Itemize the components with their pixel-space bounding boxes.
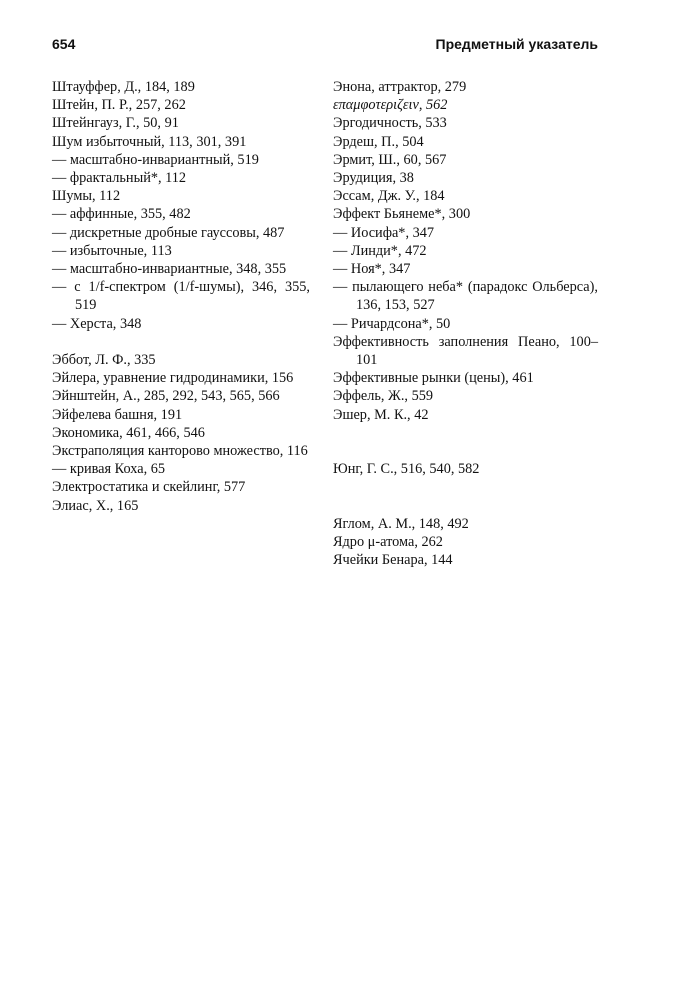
index-entry: Элиас, Х., 165 xyxy=(52,497,139,514)
index-entry: Эйфелева башня, 191 xyxy=(52,406,183,423)
index-entry: Эргодичность, 533 xyxy=(333,115,447,132)
index-entry: Энона, аттрактор, 279 xyxy=(333,79,467,95)
index-entry: Яглом, А. М., 148, 492 xyxy=(333,515,469,532)
index-entry: Штауффер, Д., 184, 189 xyxy=(52,79,195,95)
index-entry: Штейн, П. Р., 257, 262 xyxy=(52,97,186,114)
index-entry: Эрудиция, 38 xyxy=(333,170,414,187)
index-entry: Юнг, Г. С., 516, 540, 582 xyxy=(333,461,480,478)
index-entry: Эшер, М. К., 42 xyxy=(333,406,429,423)
index-entry: — фрактальный*, 112 xyxy=(52,170,187,187)
index-entry: Экономика, 461, 466, 546 xyxy=(52,424,205,441)
index-entry: — масштабно-инвариантные, 348, 355 xyxy=(52,261,287,278)
index-entry: — Ноя*, 347 xyxy=(333,261,411,278)
index-entry: Экстраполяция канторово множество, 116 xyxy=(52,443,308,460)
group-spacer xyxy=(333,424,598,442)
index-entry: — избыточные, 113 xyxy=(52,242,172,259)
index-entry: Шумы, 112 xyxy=(52,188,121,205)
index-group xyxy=(333,515,598,570)
group-spacer xyxy=(333,478,598,496)
group-spacer xyxy=(333,442,598,460)
index-entry: Электростатика и скейлинг, 577 xyxy=(52,479,246,496)
index-entry: — масштабно-инвариантный, 519 xyxy=(52,151,259,168)
index-entry: Эббот, Л. Ф., 335 xyxy=(52,352,156,369)
index-group xyxy=(333,78,598,424)
index-entry: — Ричардсона*, 50 xyxy=(333,315,451,332)
index-entry: επαμφοτεριζειν, 562 xyxy=(333,97,448,114)
group-spacer xyxy=(52,333,310,351)
index-group xyxy=(52,78,310,333)
page-header xyxy=(52,36,598,56)
index-column-left xyxy=(52,78,310,515)
index-entry: Эйнштейн, А., 285, 292, 543, 565, 566 xyxy=(52,388,280,405)
index-entry: — аффинные, 355, 482 xyxy=(52,206,191,223)
index-entry: — Херста, 348 xyxy=(52,315,142,332)
index-entry: Шум избыточный, 113, 301, 391 xyxy=(52,133,247,150)
running-title: Предметный указатель xyxy=(435,36,598,52)
index-entry: Эффективность заполнения Пеано, 100–101 xyxy=(333,333,598,369)
index-entry: Эйлера, уравнение гидродинамики, 156 xyxy=(52,370,294,387)
index-entry: — с 1/f-спектром (1/f-шумы), 346, 355, 519 xyxy=(52,279,310,314)
index-entry: — дискретные дробные гауссовы, 487 xyxy=(52,224,285,241)
index-entry: Эрдеш, П., 504 xyxy=(333,133,424,150)
index-entry: Эрмит, Ш., 60, 567 xyxy=(333,151,447,168)
index-entry: — пылающего неба* (парадокс Ольберса), 136, 153, 527 xyxy=(333,279,598,314)
index-entry: — Линди*, 472 xyxy=(333,242,427,259)
index-entry: Эффект Бьянеме*, 300 xyxy=(333,206,471,223)
group-spacer xyxy=(333,497,598,515)
index-entry: Эссам, Дж. У., 184 xyxy=(333,188,445,205)
index-entry: Ячейки Бенара, 144 xyxy=(333,552,453,569)
index-entry: — Иосифа*, 347 xyxy=(333,224,435,241)
index-entry: Эффель, Ж., 559 xyxy=(333,388,434,405)
page-number: 654 xyxy=(52,36,76,52)
index-group xyxy=(52,351,310,515)
index-entry: Штейнгауз, Г., 50, 91 xyxy=(52,115,179,132)
index-column-right xyxy=(333,78,598,569)
index-entry: Эффективные рынки (цены), 461 xyxy=(333,370,534,387)
index-entry: — кривая Коха, 65 xyxy=(52,461,166,478)
index-entry: Ядро μ-атома, 262 xyxy=(333,534,443,551)
index-group xyxy=(333,460,598,478)
